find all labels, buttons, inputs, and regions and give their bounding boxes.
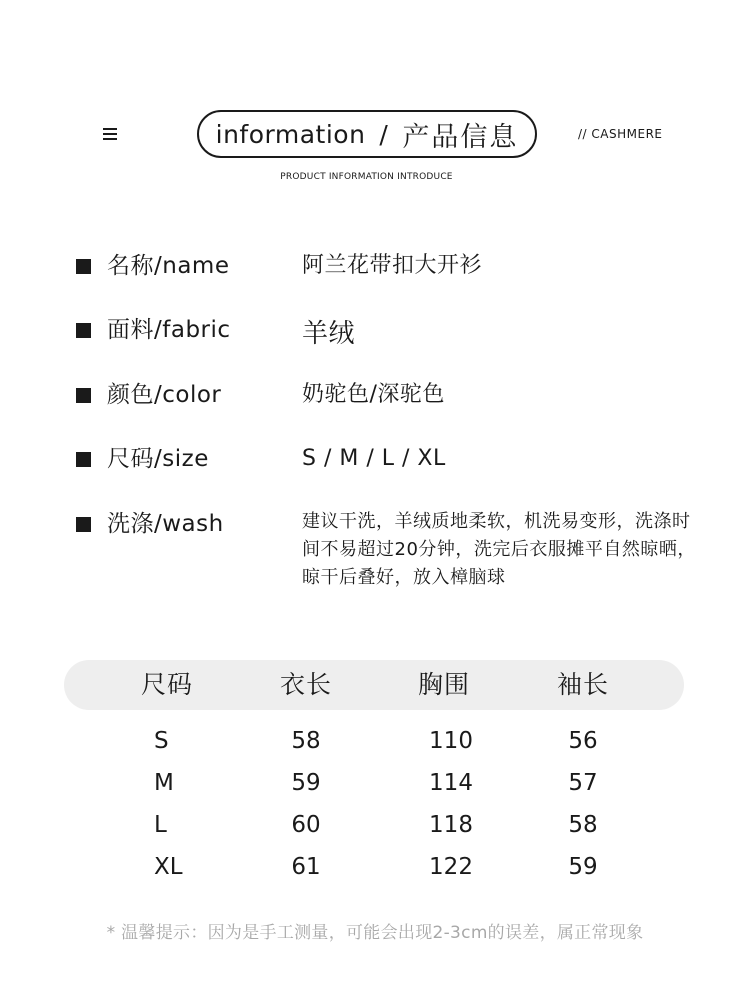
table-header-cell: 衣长	[279, 670, 333, 699]
info-value: S / M / L / XL	[302, 446, 446, 471]
brand-label: // CASHMERE	[578, 127, 663, 141]
table-row	[0, 808, 750, 842]
table-cell: 60	[291, 812, 321, 838]
table-cell: 110	[429, 728, 473, 754]
table-cell: 61	[291, 854, 321, 880]
table-cell: 114	[429, 770, 473, 796]
info-label: 面料/fabric	[107, 317, 231, 343]
table-cell: 57	[568, 770, 598, 796]
info-value: 羊绒	[302, 319, 356, 349]
bullet-square-icon	[76, 452, 91, 467]
bullet-square-icon	[76, 388, 91, 403]
menu-icon[interactable]	[103, 128, 117, 140]
table-cell: 122	[429, 854, 473, 880]
title-en: information	[215, 119, 366, 149]
bullet-square-icon	[76, 517, 91, 532]
info-row-color	[76, 379, 716, 419]
info-row-size	[76, 443, 716, 483]
table-cell: 59	[568, 854, 598, 880]
measurement-note: * 温馨提示：因为是手工测量，可能会出现2-3cm的误差，属正常现象	[106, 923, 644, 943]
page-subtitle: PRODUCT INFORMATION INTRODUCE	[280, 172, 453, 182]
bullet-square-icon	[76, 259, 91, 274]
info-row-fabric	[76, 314, 716, 354]
table-cell: S	[154, 728, 169, 754]
table-row	[0, 724, 750, 758]
page-title	[197, 110, 537, 158]
table-cell: 56	[568, 728, 598, 754]
table-header-cell: 尺码	[140, 670, 194, 699]
info-label: 尺码/size	[107, 446, 209, 472]
bullet-square-icon	[76, 323, 91, 338]
table-row	[0, 766, 750, 800]
table-cell: 58	[568, 812, 598, 838]
table-row	[0, 850, 750, 884]
table-cell: XL	[154, 854, 183, 880]
info-label: 颜色/color	[107, 382, 222, 408]
table-cell: M	[154, 770, 174, 796]
info-row-name	[76, 250, 716, 290]
table-cell: L	[154, 812, 167, 838]
table-header-cell: 袖长	[556, 670, 610, 699]
info-label: 洗涤/wash	[107, 511, 224, 537]
title-separator: /	[379, 119, 389, 149]
info-label: 名称/name	[107, 253, 230, 279]
info-value: 阿兰花带扣大开衫	[302, 253, 483, 278]
info-row-wash	[76, 508, 716, 598]
table-header-cell: 胸围	[417, 670, 471, 699]
title-cn: 产品信息	[402, 121, 519, 153]
info-value: 奶驼色/深驼色	[302, 382, 445, 407]
table-cell: 59	[291, 770, 321, 796]
table-cell: 58	[291, 728, 321, 754]
table-cell: 118	[429, 812, 473, 838]
info-value: 建议干洗，羊绒质地柔软，机洗易变形，洗涤时间不易超过20分钟，洗完后衣服摊平自然晾晒，晾干后叠好，放入樟脑球	[302, 511, 696, 588]
